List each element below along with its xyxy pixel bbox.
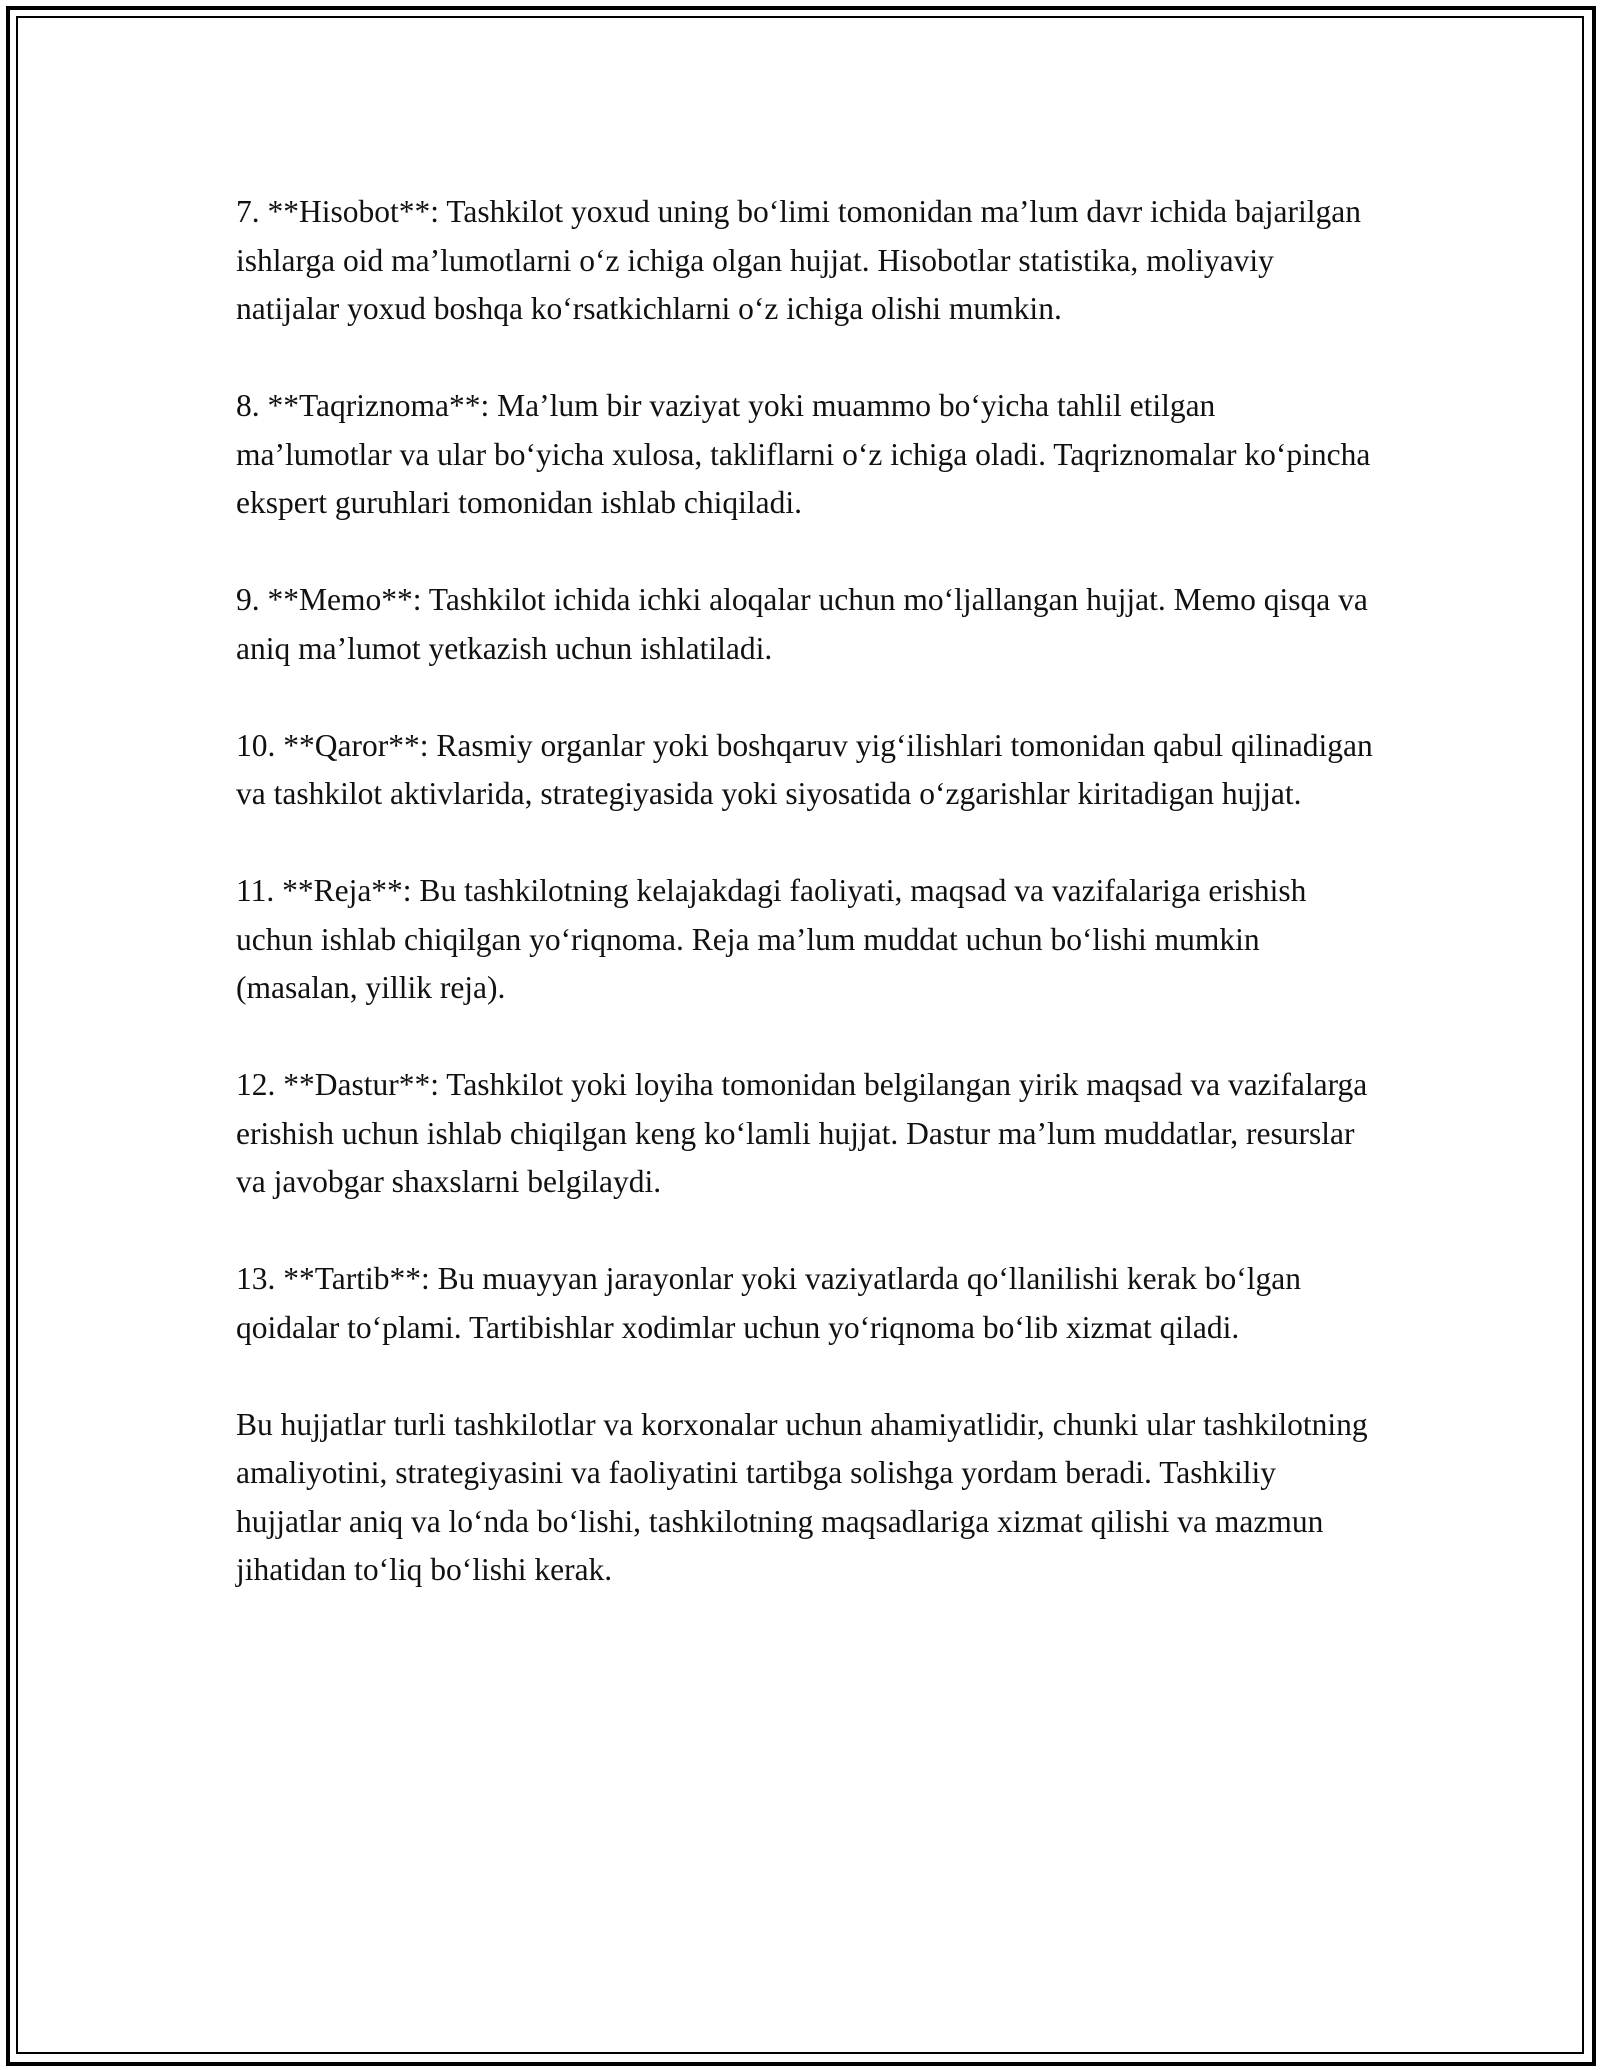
paragraph-conclusion: Bu hujjatlar turli tashkilotlar va korxonalar uchun ahamiyatlidir, chunki ular tashkilotning amaliyotini, strategiyasini va faoliyatini tartibga solishga yordam beradi. Tashkiliy hujjatlar aniq va lo‘nda bo‘lishi, tashkilotning maqsadlariga xizmat qilishi va mazmun jihatidan to‘liq bo‘lishi kerak. [236, 1406, 1368, 1587]
paragraph-reja: 11. **Reja**: Bu tashkilotning kelajakdagi faoliyati, maqsad va vazifalariga erishish uchun ishlab chiqilgan yo‘riqnoma. Reja ma’lum muddat uchun bo‘lishi mumkin (masalan, yillik reja). [236, 873, 1307, 1005]
document-body [236, 188, 1376, 1643]
paragraph-qaror: 10. **Qaror**: Rasmiy organlar yoki boshqaruv yig‘ilishlari tomonidan qabul qilinadigan va tashkilot aktivlarida, strategiyasida yoki siyosatida o‘zgarishlar kiritadigan hujjat. [236, 727, 1373, 811]
paragraph-tartib: 13. **Tartib**: Bu muayyan jarayonlar yoki vaziyatlarda qo‘llanilishi kerak bo‘lgan qoidalar to‘plami. Tartibishlar xodimlar uchun yo‘riqnoma bo‘lib xizmat qiladi. [236, 1261, 1301, 1345]
paragraph-memo: 9. **Memo**: Tashkilot ichida ichki aloqalar uchun mo‘ljallangan hujjat. Memo qisqa va aniq ma’lumot yetkazish uchun ishlatiladi. [236, 582, 1368, 666]
paragraph-taqriznoma: 8. **Taqriznoma**: Ma’lum bir vaziyat yoki muammo bo‘yicha tahlil etilgan ma’lumotlar va ular bo‘yicha xulosa, takliflarni o‘z ichiga oladi. Taqriznomalar ko‘pincha ekspert guruhlari tomonidan ishlab chiqiladi. [236, 388, 1371, 520]
paragraph-dastur: 12. **Dastur**: Tashkilot yoki loyiha tomonidan belgilangan yirik maqsad va vazifalarga erishish uchun ishlab chiqilgan keng ko‘lamli hujjat. Dastur ma’lum muddatlar, resurslar va javobgar shaxslarni belgilaydi. [236, 1067, 1368, 1199]
paragraph-hisobot: 7. **Hisobot**: Tashkilot yoxud uning bo‘limi tomonidan ma’lum davr ichida bajarilgan ishlarga oid ma’lumotlarni o‘z ichiga olgan hujjat. Hisobotlar statistika, moliyaviy natijalar yoxud boshqa ko‘rsatkichlarni o‘z ichiga olishi mumkin. [236, 194, 1361, 326]
